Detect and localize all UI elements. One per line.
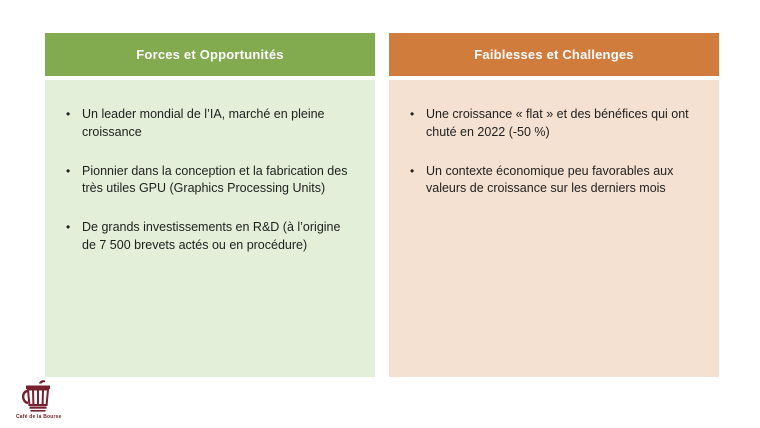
weaknesses-body	[389, 80, 719, 377]
weaknesses-column	[389, 33, 719, 377]
list-item	[409, 106, 695, 142]
strengths-header-label: Forces et Opportunités	[136, 47, 284, 62]
logo-wordmark: Café de la Bourse	[16, 414, 62, 420]
bullet-text: Un leader mondial de l’IA, marché en pleine croissance	[82, 107, 325, 139]
bullet-text: Une croissance « flat » et des bénéfices qui ont chuté en 2022 (-50 %)	[426, 107, 689, 139]
bullet-icon: •	[66, 220, 71, 234]
bullet-icon: •	[66, 107, 71, 121]
bullet-icon: •	[66, 163, 71, 178]
strengths-header	[45, 33, 375, 76]
list-item	[65, 219, 351, 255]
bullet-icon: •	[410, 107, 415, 121]
bullet-text: Un contexte économique peu favorables aux valeurs de croissance sur les derniers mois	[426, 163, 674, 196]
bullet-text: Pionnier dans la conception et la fabrication des très utiles GPU (Graphics Processing Units)	[82, 163, 348, 196]
strengths-bullet-list	[65, 106, 351, 255]
bullet-icon: •	[410, 163, 415, 178]
weaknesses-header	[389, 33, 719, 76]
list-item	[409, 163, 695, 199]
coffee-cup-icon	[18, 379, 56, 413]
weaknesses-bullet-list	[409, 106, 695, 198]
strengths-body	[45, 80, 375, 377]
weaknesses-header-label: Faiblesses et Challenges	[474, 47, 634, 62]
bullet-text: De grands investissements en R&D (à l’origine de 7 500 brevets actés ou en procédure)	[82, 220, 341, 252]
cafe-de-la-bourse-logo	[16, 379, 72, 420]
strengths-column	[45, 33, 375, 377]
list-item	[65, 163, 351, 199]
list-item	[65, 106, 351, 142]
